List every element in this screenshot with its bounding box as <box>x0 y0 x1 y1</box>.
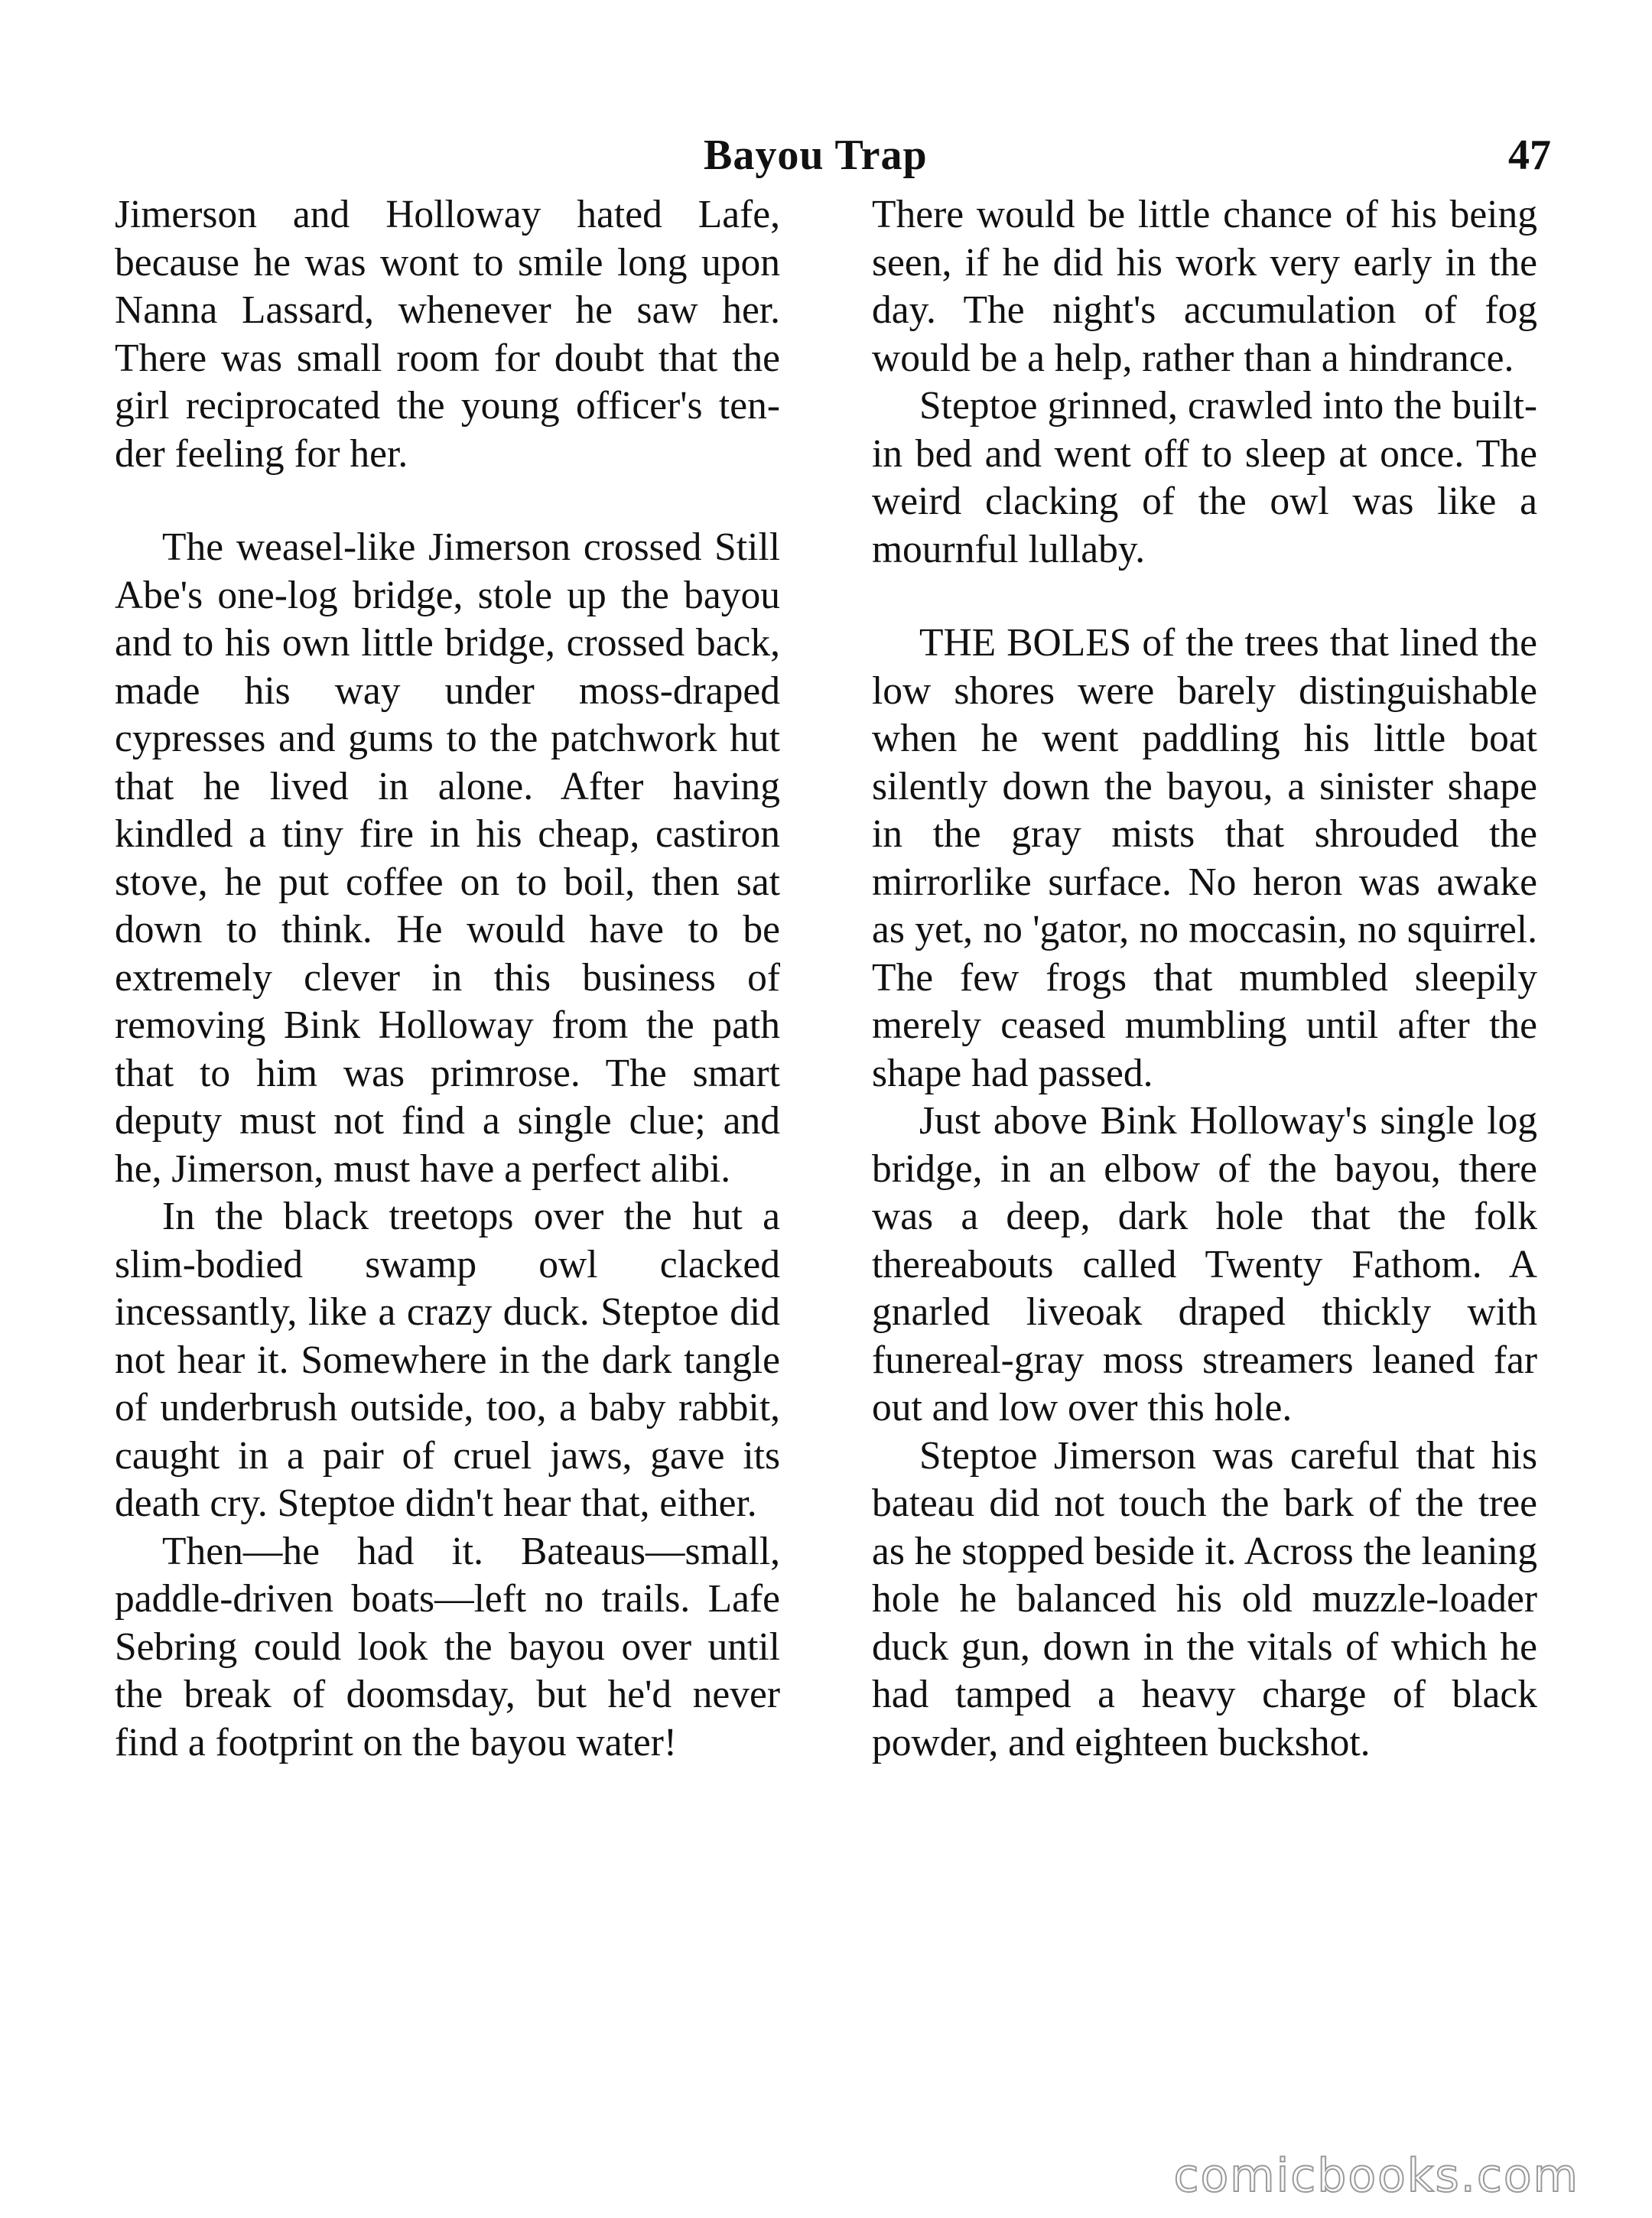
paragraph: Just above Bink Holloway's single log bridge, in an elbow of the bayou, there was a deep, dark hole that the folk thereabouts called Twenty Fathom. A gnarled liveoak draped thickly with funereal-gray moss streamers leaned far out and low over this hole. <box>872 1099 1537 1429</box>
page-header <box>115 121 1551 190</box>
paragraph: The weasel-like Jimerson crossed Still Abe's one-log bridge, stole up the bayou and to his own little bridge, crossed back, made his way under moss-draped cypresses and gums to the patchwork hut that he lived in alone. After having kindled a tiny fire in his cheap, castiron stove, he put coffee on to boil, then sat down to think. He would have to be extremely clever in this business of removing Bink Holloway from the path that to him was primrose. The smart deputy must not find a single clue; and he, Jimerson, must have a perfect alibi. <box>115 525 780 1191</box>
paragraph: There would be little chance of his being seen, if he did his work very early in the day. The night's accumulation of fog would be a help, rather than a hindrance. <box>872 193 1537 380</box>
running-title: Bayou Trap <box>704 132 928 179</box>
right-column <box>872 191 1537 1767</box>
paragraph: In the black treetops over the hut a slim-bodied swamp owl clacked incessantly, like a crazy duck. Steptoe did not hear it. Somewhere in the dark tangle of underbrush outside, too, a baby rabbit, caught in a pair of cruel jaws, gave its death cry. Steptoe didn't hear that, either. <box>115 1195 780 1525</box>
paragraph: Then—he had it. Bateaus—small, paddle-driven boats—left no trails. Lafe Sebring could look the bayou over until the break of doomsday, but he'd never find a footprint on the bayou water! <box>115 1529 780 1764</box>
paragraph: Steptoe grinned, crawled into the built-in bed and went off to sleep at once. The weird clacking of the owl was like a mournful lullaby. <box>872 384 1537 571</box>
watermark: comicbooks.com <box>1173 2149 1579 2203</box>
left-column <box>115 191 780 1767</box>
paragraph: Steptoe Jimerson was careful that his bateau did not touch the bark of the tree as he stopped beside it. Across the leaning hole he balanced his old muzzle-loader duck gun, down in the vitals of which he had tamped a heavy charge of black powder, and eighteen buckshot. <box>872 1433 1537 1764</box>
paragraph: THE BOLES of the trees that lined the low shores were barely distinguishable when he went paddling his little boat silently down the bayou, a sinister shape in the gray mists that shrouded the mirrorlike surface. No heron was awake as yet, no 'gator, no moccasin, no squirrel. The few frogs that mumbled sleepily merely ceased mumbling until after the shape had passed. <box>872 621 1537 1095</box>
paragraph: Jimerson and Holloway hated Lafe, because he was wont to smile long upon Nanna Lassard, whenever he saw her. There was small room for doubt that the girl reciprocated the young officer's tender feeling for her. <box>115 193 780 476</box>
page-number: 47 <box>1508 132 1551 179</box>
